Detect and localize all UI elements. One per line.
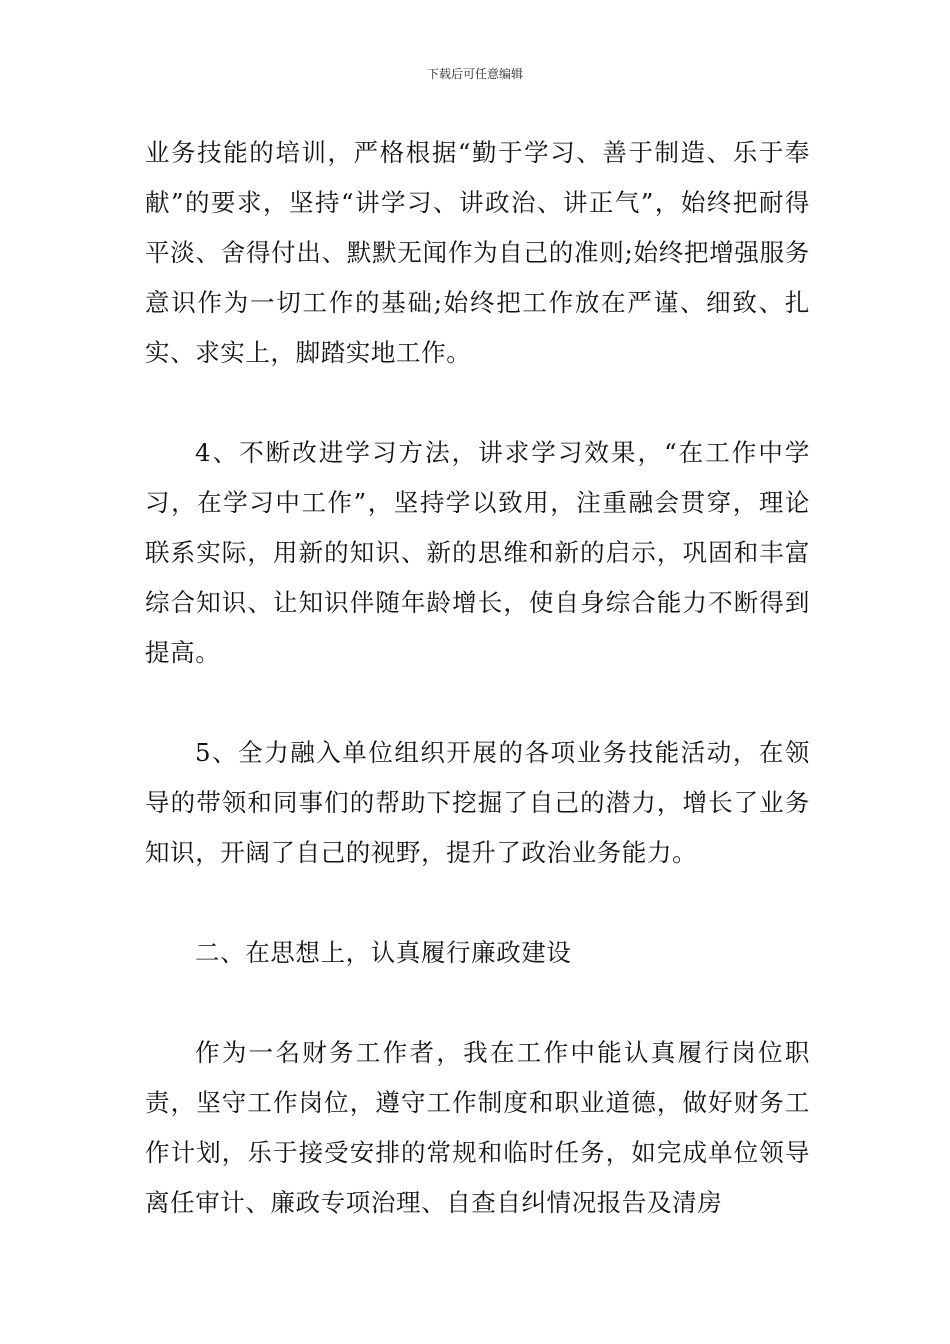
document-body xyxy=(145,128,810,1228)
paragraph-training: 业务技能的培训，严格根据“勤于学习、善于制造、乐于奉献”的要求，坚持“讲学习、讲政治、讲正气”，始终把耐得平淡、舍得付出、默默无闻作为自己的准则;始终把增强服务意识作为一切工作的基础;始终把工作放在严谨、细致、扎实、求实上，脚踏实地工作。 xyxy=(145,138,810,367)
paragraph-item-5: 5、全力融入单位组织开展的各项业务技能活动，在领导的带领和同事们的帮助下挖掘了自己的潜力，增长了业务知识，开阔了自己的视野，提升了政治业务能力。 xyxy=(145,738,810,867)
paragraph-item-4: 4、不断改进学习方法，讲求学习效果，“在工作中学习，在学习中工作”，坚持学以致用，注重融会贯穿，理论联系实际，用新的知识、新的思维和新的启示，巩固和丰富综合知识、让知识伴随年龄增长，使自身综合能力不断得到提高。 xyxy=(145,438,810,667)
paragraph-finance-work: 作为一名财务工作者，我在工作中能认真履行岗位职责，坚守工作岗位，遵守工作制度和职业道德，做好财务工作计划，乐于接受安排的常规和临时任务，如完成单位领导离任审计、廉政专项治理、自查自纠情况报告及清房 xyxy=(145,1038,810,1217)
page-header: 下载后可任意编辑 xyxy=(426,67,523,81)
section-heading-integrity: 二、在思想上，认真履行廉政建设 xyxy=(195,938,572,967)
